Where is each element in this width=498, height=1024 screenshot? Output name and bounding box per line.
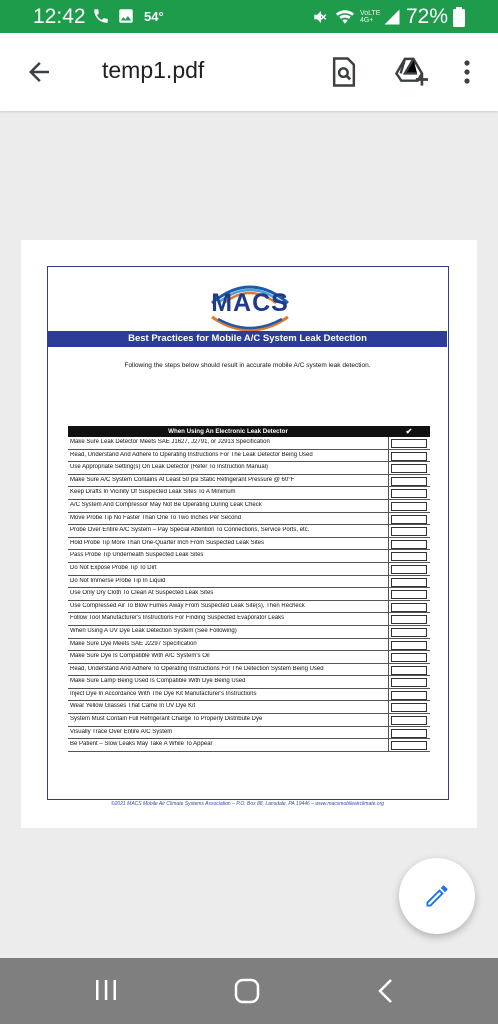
nav-back-button[interactable] [376,978,396,1004]
check-box [391,515,427,524]
cell-divider [388,462,389,474]
cell-divider [388,487,389,499]
table-row [68,475,430,488]
cell-divider [388,727,389,739]
table-row [68,689,430,702]
document-footer: ©2021 MACS Mobile Air Climate Systems Association – P.O. Box 88, Lansdale, PA 19446 – www.macsmobileairclimate.org [110,801,385,807]
cell-divider [388,613,389,625]
check-header: ✔ [405,427,413,436]
check-box [391,603,427,612]
check-box [391,552,427,561]
check-box [391,653,427,662]
cell-divider [388,525,389,537]
macs-logo [198,273,302,331]
check-box [391,452,427,461]
status-right-icons [312,5,465,29]
signal-icon [383,8,401,26]
add-to-drive-icon [394,55,428,87]
row-label: Read, Understand And Adhere to Operating Instructions For The Leak Detector Being Used [70,451,313,458]
row-label: Make Sure Dye Is Compatible With A/C System's Oil [70,653,210,660]
add-to-drive-button[interactable] [394,55,428,87]
check-box [391,502,427,511]
home-icon [233,977,261,1005]
check-box [391,615,427,624]
row-label: Make Sure Lamp Being Used Is Compatible With Dye Being Used [70,678,246,685]
document-banner: Best Practices for Mobile A/C System Leak Detection [48,331,447,347]
check-box [391,691,427,700]
row-label: Keep Drafts In Vicinity Of Suspected Leak Sites To A Minimum [70,489,236,496]
system-nav-bar [0,958,498,1024]
row-label: Probe Over Entire A/C System – Pay Special Attention To Connections, Service Ports, etc. [70,527,310,534]
table-rows [68,437,430,752]
check-box [391,527,427,536]
table-row [68,676,430,689]
logo-text: MACS [211,289,289,317]
table-row [68,538,430,551]
table-row [68,563,430,576]
table-row [68,588,430,601]
cell-divider [388,601,389,613]
check-box [391,565,427,574]
row-label: Pass Probe Tip Underneath Suspected Leak Sites [70,552,204,559]
table-row [68,500,430,513]
table-row [68,739,430,752]
edit-pencil-icon [423,882,451,910]
cell-divider [388,689,389,701]
table-row [68,450,430,463]
row-label: Do Not Expose Probe Tip To Dirt [70,564,157,571]
row-label: Use Appropriate Setting(s) On Leak Detector (Refer To Instruction Manual) [70,464,268,471]
row-label: Make Sure Dye Meets SAE J2297 Specification [70,640,197,647]
table-row [68,525,430,538]
cell-divider [388,550,389,562]
row-label: Visually Trace Over Entire A/C System [70,728,173,735]
status-temperature: 54° [144,8,164,24]
image-icon [117,7,135,25]
cell-divider [388,739,389,751]
check-box [391,578,427,587]
check-box [391,729,427,738]
table-row [68,613,430,626]
row-label: Follow Tool Manufacturer's Instructions For Finding Suspected Evaporator Leaks [70,615,285,622]
row-label: Make Sure A/C System Contains At Least 50 psi Static Refrigerant Pressure @ 60°F [70,476,295,483]
row-label: Inject Dye In Accordance With The Dye Kit Manufacturer's Instructions [70,690,257,697]
row-label: System Must Contain Full Refrigerant Charge To Properly Distribute Dye [70,716,263,723]
cell-divider [388,437,389,449]
row-label: Move Probe Tip No Faster Than One To Two Inches Per Second [70,514,242,521]
row-label: Make Sure Leak Detector Meets SAE J1627, J2791, or J2913 Specification [70,439,270,445]
check-box [391,741,427,750]
check-box [391,666,427,675]
check-box [391,590,427,599]
status-time: 12:42 [33,5,86,28]
table-row [68,576,430,589]
page-title: temp1.pdf [102,57,205,83]
find-in-page-icon [329,56,359,88]
table-row [68,639,430,652]
cell-divider [388,513,389,525]
mute-icon [312,8,330,26]
cell-divider [388,538,389,550]
check-box [391,641,427,650]
row-label: Wear Yellow Glasses That Came In UV Dye Kit [70,703,196,710]
check-box [391,703,427,712]
cell-divider [388,664,389,676]
table-row [68,550,430,563]
recents-icon [94,978,118,1002]
cell-divider [388,676,389,688]
row-label: Read, Understand And Adhere To Operating Instructions For The Detection System Being Used [70,665,324,672]
check-box [391,540,427,549]
row-label: When Using A UV Dye Leak Detection System (See Following) [70,627,237,634]
check-box [391,464,427,473]
home-button[interactable] [233,977,261,1005]
table-row [68,513,430,526]
cell-divider [388,563,389,575]
status-left-icons [92,7,164,25]
table-row [68,437,430,450]
table-header-label: When Using An Electronic Leak Detector [168,428,288,435]
table-row [68,601,430,614]
row-label: A/C System And Compressor May Not Be Operating During Leak Check [70,501,262,508]
cell-divider [388,651,389,663]
cell-divider [388,500,389,512]
table-row [68,701,430,714]
row-label: Use Compressed Air To Blow Fumes Away From Suspected Leak Site(s), Then Recheck [70,602,305,609]
table-row [68,727,430,740]
table-row [68,626,430,639]
wifi-icon [335,8,355,26]
status-battery: 72% [405,5,448,28]
row-label: Hold Probe Tip More Than One-Quarter Inch From Suspected Leak Sites [70,539,264,546]
document-intro: Following the steps below should result in accurate mobile A/C system leak detection. [124,362,371,369]
table-row [68,487,430,500]
phone-icon [92,7,110,25]
check-box [391,628,427,637]
row-label: Use Only Dry Cloth To Clean At Suspected Leak Sites [70,590,214,597]
cell-divider [388,701,389,713]
cell-divider [388,475,389,487]
row-label: Be Patient – Slow Leaks May Take A While To Appear [70,741,213,748]
back-button[interactable] [24,57,54,87]
cell-divider [388,714,389,726]
table-header [68,426,430,437]
check-box [391,477,427,486]
cell-divider [388,588,389,600]
find-in-page-button[interactable] [329,56,359,88]
checklist-table [68,426,430,752]
cell-divider [388,450,389,462]
cell-divider [388,626,389,638]
nav-back-icon [376,978,396,1004]
status-bar [0,0,498,33]
check-box [391,716,427,725]
table-row [68,714,430,727]
table-row [68,664,430,677]
arrow-back-icon [24,57,54,87]
battery-icon [453,7,465,27]
pdf-page[interactable] [21,240,477,828]
check-box [391,489,427,498]
app-bar [0,33,498,111]
table-row [68,462,430,475]
check-box [391,678,427,687]
edit-fab[interactable] [399,858,475,934]
document-frame [47,266,449,807]
status-network: VoLTE 4G+ [359,10,381,24]
table-row [68,651,430,664]
row-label: Do Not Immerse Probe Tip In Liquid [70,577,166,584]
more-vert-icon [456,57,478,87]
check-box [391,439,427,448]
cell-divider [388,576,389,588]
cell-divider [388,639,389,651]
more-options-button[interactable] [456,57,478,87]
recents-button[interactable] [94,978,118,1002]
